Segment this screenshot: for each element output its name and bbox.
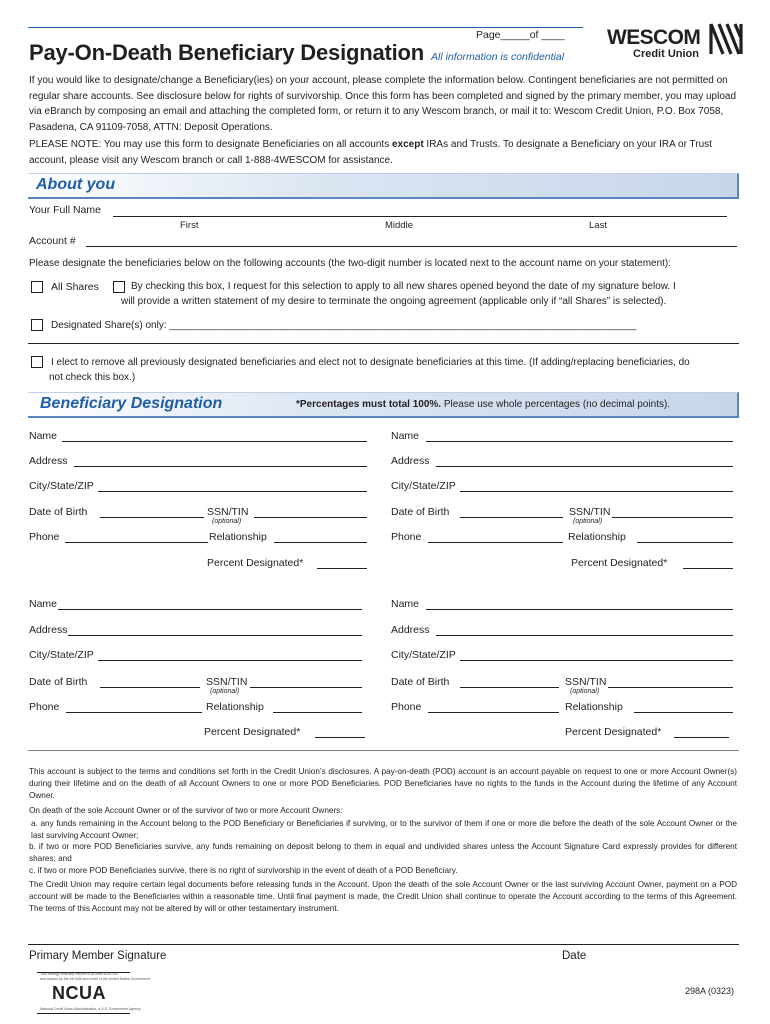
designated-shares-checkbox[interactable]: [31, 319, 43, 331]
designated-shares-field[interactable]: Designated Share(s) only: ____________________________________________________________________________________: [51, 320, 637, 331]
relationship-label: Relationship: [209, 531, 267, 543]
date-label: Date: [562, 950, 587, 962]
beneficiary-dob-input[interactable]: [460, 517, 563, 518]
disclosure-item-b: b. if two or more POD Beneficiaries survive, any funds remaining on deposit belong to them in equal and undivided shares unless the Account Signature Card expressly provides for different shares; and: [29, 842, 737, 863]
beneficiary-city-input[interactable]: [460, 491, 733, 492]
beneficiary-ssn-input[interactable]: [250, 687, 362, 688]
ncua-tagline-2: and backed by the full faith and credit of the United States Government: [40, 977, 150, 981]
all-shares-terms-line2: will provide a written statement of my desire to terminate the ongoing agreement (applicable only if “all Shares” is selected).: [121, 296, 667, 307]
beneficiary-name-input[interactable]: [62, 441, 367, 442]
ncua-tagline: Your savings federally insured to at least $250,000: [40, 972, 119, 976]
address-label: Address: [29, 455, 68, 467]
beneficiary-name-input[interactable]: [426, 609, 733, 610]
logo-wordmark: WESCOM: [607, 26, 701, 49]
beneficiary-city-input[interactable]: [98, 491, 367, 492]
ssn-label: SSN/TIN: [207, 506, 249, 518]
full-name-label: Your Full Name: [29, 204, 101, 216]
middle-name-caption: Middle: [385, 220, 413, 231]
disclosure-paragraph: The Credit Union may require certain legal documents before releasing funds in the Account. Upon the death of the sole Account Owner or the last surviving Account Owner, payment on a POD account will be made to the Beneficiaries within a reasonable time. Until final payment is made, the Credit Union shall continue to operate the Account according to the terms of this Agreement. The terms of this Account may not be altered by will or other testamentary instrument.: [29, 880, 737, 913]
note-text-end: IRAs and Trusts. To designate a Beneficiary on your IRA or Trust account, please visit any Wescom branch or call 1-888-4WESCOM for assistance.: [29, 139, 712, 166]
address-label: Address: [391, 455, 430, 467]
ssn-optional-caption: (optional): [212, 518, 242, 525]
first-name-caption: First: [180, 220, 199, 231]
address-label: Address: [391, 624, 430, 636]
beneficiary-city-input[interactable]: [460, 660, 733, 661]
percent-note-bold: *Percentages must total 100%.: [296, 399, 442, 410]
all-shares-checkbox[interactable]: [31, 281, 43, 293]
page-number-field[interactable]: Page_____of ____: [476, 29, 565, 41]
percent-label: Percent Designated*: [565, 726, 662, 738]
disclosure-divider: [28, 750, 739, 751]
beneficiary-address-input[interactable]: [68, 635, 362, 636]
beneficiary-name-input[interactable]: [426, 441, 733, 442]
percent-label: Percent Designated*: [204, 726, 301, 738]
beneficiary-relationship-input[interactable]: [637, 542, 733, 543]
name-label: Name: [391, 598, 420, 610]
name-label: Name: [29, 430, 58, 442]
note-bold-except: except: [391, 139, 424, 150]
account-number-input[interactable]: [86, 246, 737, 247]
beneficiary-ssn-input[interactable]: [254, 517, 367, 518]
beneficiary-dob-input[interactable]: [460, 687, 559, 688]
beneficiary-phone-input[interactable]: [65, 542, 208, 543]
beneficiary-address-input[interactable]: [74, 466, 367, 467]
intro-note: [29, 137, 744, 168]
remove-beneficiaries-line2: not check this box.): [49, 372, 136, 383]
beneficiary-ssn-input[interactable]: [612, 517, 733, 518]
form-code: 298A (0323): [685, 986, 735, 996]
beneficiary-city-input[interactable]: [98, 660, 362, 661]
beneficiary-phone-input[interactable]: [428, 542, 563, 543]
beneficiary-percent-input[interactable]: [674, 737, 729, 738]
disclosure-item-a: a. any funds remaining in the Account belong to the POD Beneficiary or Beneficiaries if surviving, or to the survivor of them if one or more die before the death of the sole Account Owner or the last surviving Account Owner;: [31, 819, 737, 840]
ssn-label: SSN/TIN: [569, 506, 611, 518]
intro-paragraph: If you would like to designate/change a Beneficiary(ies) on your account, please complete the information below. Contingent beneficiaries are not permitted on regular share accounts. See disclosure below for rights of survivorship. Once this form has been completed and signed by the primary member, you may upload via eBranch by composing an email and attaching the completed form, or return it to any Wescom branch, or mail it to: Wescom Credit Union, P.O. Box 7058, Pasadena, CA 91109-7058, ATTN: Deposit Operations.: [29, 75, 737, 133]
form-title: Pay-On-Death Beneficiary Designation: [29, 40, 425, 65]
ncua-wordmark: NCUA: [52, 983, 106, 1003]
remove-beneficiaries-line1: I elect to remove all previously designated beneficiaries and elect not to designate beneficiaries at this time. (If adding/replacing beneficiaries, do: [51, 357, 690, 368]
city-state-zip-label: City/State/ZIP: [391, 480, 456, 492]
ncua-agency-line: National Credit Union Administration, a U.S. Government Agency: [40, 1007, 141, 1011]
about-you-heading: About you: [36, 176, 116, 193]
accounts-instruction: Please designate the beneficiaries below on the following accounts (the two-digit number is located next to the account name on your statement):: [29, 258, 672, 269]
name-label: Name: [29, 598, 58, 610]
full-name-input[interactable]: [113, 216, 727, 217]
all-shares-label: All Shares: [51, 281, 99, 293]
beneficiary-ssn-input[interactable]: [608, 687, 733, 688]
beneficiary-address-input[interactable]: [436, 466, 733, 467]
beneficiary-heading: Beneficiary Designation: [40, 395, 223, 412]
dob-label: Date of Birth: [391, 676, 450, 688]
phone-label: Phone: [391, 701, 422, 713]
phone-label: Phone: [29, 701, 60, 713]
relationship-label: Relationship: [568, 531, 626, 543]
wescom-stripes-logo-icon: [709, 22, 743, 56]
disclosure-paragraph: On death of the sole Account Owner or of the survivor of two or more Account Owners:: [29, 806, 343, 815]
city-state-zip-label: City/State/ZIP: [391, 649, 456, 661]
last-name-caption: Last: [589, 220, 607, 231]
beneficiary-address-input[interactable]: [436, 635, 733, 636]
percent-note-rest: Please use whole percentages (no decimal points).: [441, 399, 671, 410]
section-divider: [28, 343, 739, 344]
city-state-zip-label: City/State/ZIP: [29, 649, 94, 661]
all-shares-terms-line1: By checking this box, I request for this selection to apply to all new shares opened beyond the date of my signature below. I: [131, 281, 676, 292]
percent-note: [296, 399, 670, 410]
percent-label: Percent Designated*: [207, 557, 304, 569]
about-you-section-bar: [28, 173, 739, 199]
beneficiary-relationship-input[interactable]: [634, 712, 733, 713]
disclosure-item-c: c. if two or more POD Beneficiaries survive, there is no right of survivorship in the event of death of a POD Beneficiary.: [29, 866, 458, 875]
beneficiary-dob-input[interactable]: [100, 687, 200, 688]
beneficiary-dob-input[interactable]: [100, 517, 204, 518]
dob-label: Date of Birth: [391, 506, 450, 518]
signature-label: Primary Member Signature: [29, 950, 167, 962]
percent-label: Percent Designated*: [571, 557, 668, 569]
relationship-label: Relationship: [206, 701, 264, 713]
beneficiary-percent-input[interactable]: [683, 568, 733, 569]
relationship-label: Relationship: [565, 701, 623, 713]
disclosure-paragraph: This account is subject to the terms and conditions set forth in the Credit Union’s disclosures. A pay-on-death (POD) account is an account payable on request to one or more Account Owner(s) during their lifetime and on the death of all Account Owners to one or more POD Beneficiaries. POD Beneficiaries have no rights to the funds in the Account during the lifetime of any Account Owner.: [29, 767, 737, 800]
beneficiary-relationship-input[interactable]: [274, 542, 367, 543]
name-label: Name: [391, 430, 420, 442]
beneficiary-name-input[interactable]: [58, 609, 362, 610]
header-rule: [28, 27, 583, 28]
phone-label: Phone: [29, 531, 60, 543]
city-state-zip-label: City/State/ZIP: [29, 480, 94, 492]
ssn-label: SSN/TIN: [206, 676, 248, 688]
phone-label: Phone: [391, 531, 422, 543]
beneficiary-percent-input[interactable]: [315, 737, 365, 738]
ssn-label: SSN/TIN: [565, 676, 607, 688]
logo-subtitle: Credit Union: [633, 48, 699, 60]
confidential-notice: All information is confidential: [431, 51, 565, 63]
all-shares-confirm-checkbox[interactable]: [113, 281, 125, 293]
beneficiary-relationship-input[interactable]: [273, 712, 362, 713]
beneficiary-phone-input[interactable]: [66, 712, 202, 713]
note-text-start: PLEASE NOTE: You may use this form to designate Beneficiaries on all accounts: [29, 139, 392, 150]
beneficiary-phone-input[interactable]: [428, 712, 559, 713]
address-label: Address: [29, 624, 68, 636]
beneficiary-percent-input[interactable]: [317, 568, 367, 569]
ssn-optional-caption: (optional): [573, 518, 603, 525]
ssn-optional-caption: (optional): [210, 688, 240, 695]
dob-label: Date of Birth: [29, 676, 88, 688]
remove-beneficiaries-checkbox[interactable]: [31, 356, 43, 368]
dob-label: Date of Birth: [29, 506, 88, 518]
signature-line[interactable]: [28, 944, 739, 945]
ssn-optional-caption: (optional): [570, 688, 600, 695]
account-number-label: Account #: [29, 235, 76, 247]
